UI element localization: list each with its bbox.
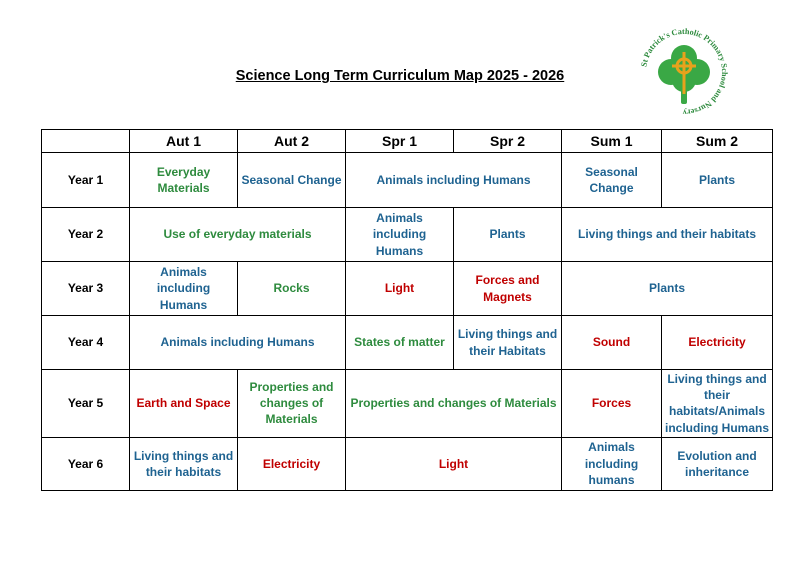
year-label: Year 1 bbox=[42, 153, 130, 208]
corner-cell bbox=[42, 130, 130, 153]
header-cell: Spr 2 bbox=[454, 130, 562, 153]
year-label: Year 3 bbox=[42, 262, 130, 316]
table-row bbox=[42, 262, 773, 316]
topic-cell: Animals including Humans bbox=[346, 153, 562, 208]
topic-cell: Forces bbox=[562, 370, 662, 438]
topic-cell: Living things and their habitats/Animals including Humans bbox=[662, 370, 773, 438]
topic-cell: Animals including Humans bbox=[130, 262, 238, 316]
table-row bbox=[42, 370, 773, 438]
topic-cell: Properties and changes of Materials bbox=[346, 370, 562, 438]
school-logo bbox=[634, 22, 734, 122]
header-cell: Aut 1 bbox=[130, 130, 238, 153]
topic-cell: Earth and Space bbox=[130, 370, 238, 438]
topic-cell: Living things and their habitats bbox=[130, 437, 238, 490]
header-cell: Aut 2 bbox=[238, 130, 346, 153]
topic-cell: Seasonal Change bbox=[562, 153, 662, 208]
topic-cell: Light bbox=[346, 437, 562, 490]
topic-cell: Sound bbox=[562, 316, 662, 370]
topic-cell: Plants bbox=[562, 262, 773, 316]
table-row bbox=[42, 316, 773, 370]
topic-cell: Electricity bbox=[238, 437, 346, 490]
table-row bbox=[42, 437, 773, 490]
table-row bbox=[42, 153, 773, 208]
document-title: Science Long Term Curriculum Map 2025 - 2026 bbox=[235, 68, 565, 84]
table-row bbox=[42, 208, 773, 262]
header-cell: Sum 1 bbox=[562, 130, 662, 153]
topic-cell: Animals including Humans bbox=[346, 208, 454, 262]
topic-cell: Plants bbox=[662, 153, 773, 208]
year-label: Year 5 bbox=[42, 370, 130, 438]
topic-cell: Everyday Materials bbox=[130, 153, 238, 208]
topic-cell: Animals including Humans bbox=[130, 316, 346, 370]
topic-cell: Plants bbox=[454, 208, 562, 262]
topic-cell: Electricity bbox=[662, 316, 773, 370]
topic-cell: Living things and their habitats bbox=[562, 208, 773, 262]
topic-cell: Properties and changes of Materials bbox=[238, 370, 346, 438]
topic-cell: Evolution and inheritance bbox=[662, 437, 773, 490]
topic-cell: Seasonal Change bbox=[238, 153, 346, 208]
topic-cell: States of matter bbox=[346, 316, 454, 370]
topic-cell: Forces and Magnets bbox=[454, 262, 562, 316]
topic-cell: Animals including humans bbox=[562, 437, 662, 490]
topic-cell: Rocks bbox=[238, 262, 346, 316]
topic-cell: Use of everyday materials bbox=[130, 208, 346, 262]
year-label: Year 2 bbox=[42, 208, 130, 262]
year-label: Year 4 bbox=[42, 316, 130, 370]
curriculum-table bbox=[41, 129, 773, 491]
logo-text: St Patrick's Catholic Primary School and Nursery bbox=[639, 26, 730, 118]
header-cell: Spr 1 bbox=[346, 130, 454, 153]
year-label: Year 6 bbox=[42, 437, 130, 490]
topic-cell: Light bbox=[346, 262, 454, 316]
header-cell: Sum 2 bbox=[662, 130, 773, 153]
topic-cell: Living things and their Habitats bbox=[454, 316, 562, 370]
header-row bbox=[42, 130, 773, 153]
